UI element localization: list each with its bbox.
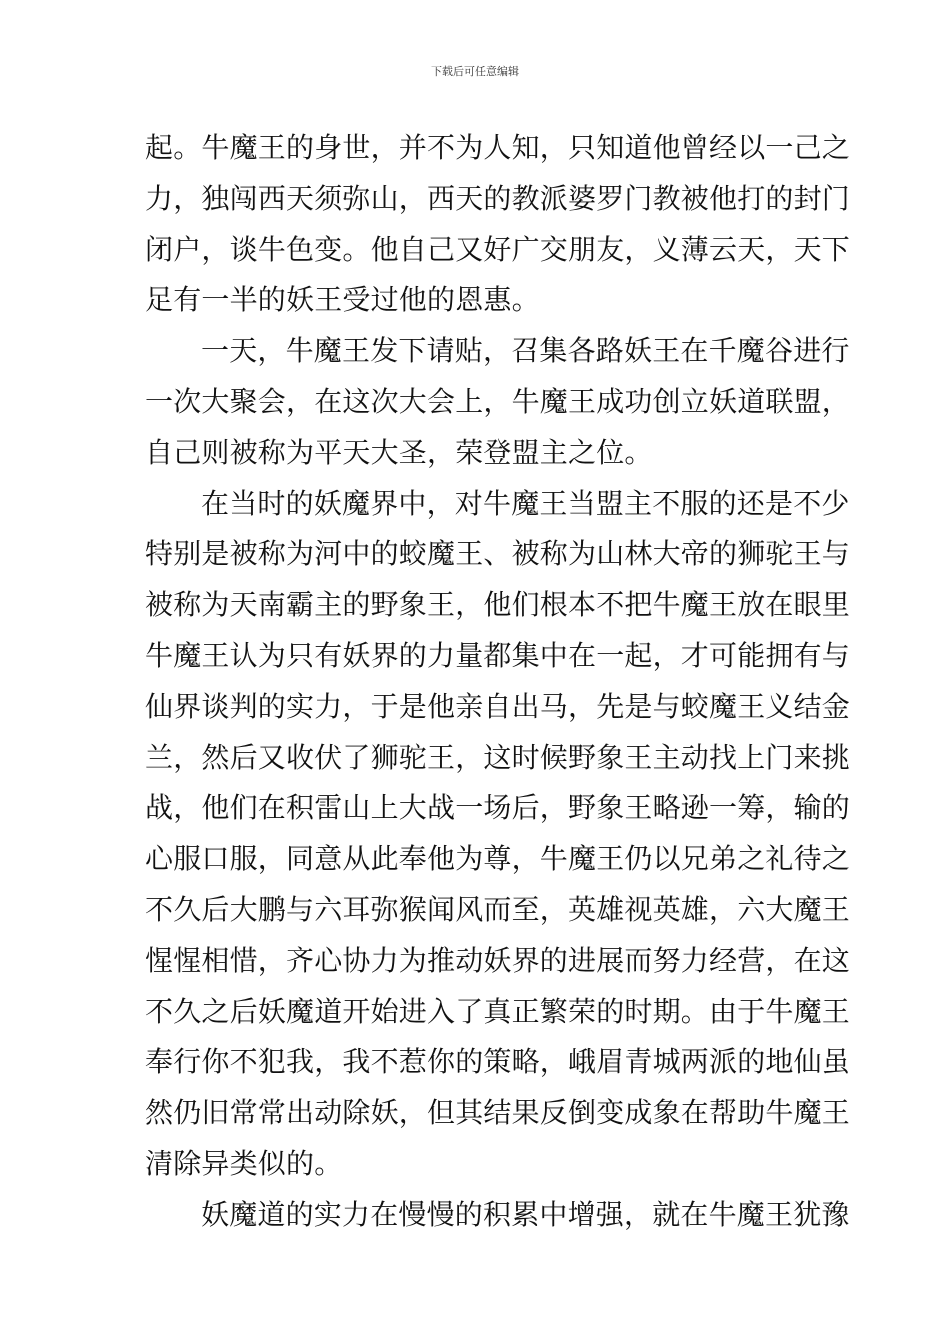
text-line: 特别是被称为河中的蛟魔王、被称为山林大帝的狮驼王与: [145, 537, 851, 571]
text-line: 闭户，谈牛色变。他自己又好广交朋友，义薄云天，天下: [145, 232, 851, 266]
text-line: 力，独闯西天须弥山，西天的教派婆罗门教被他打的封门: [145, 181, 851, 215]
paragraph-start-line: 一天，牛魔王发下请贴，召集各路妖王在千魔谷进行: [201, 334, 850, 368]
text-line: 不久之后妖魔道开始进入了真正繁荣的时期。由于牛魔王: [145, 994, 851, 1028]
text-line: 兰，然后又收伏了狮驼王，这时候野象王主动找上门来挑: [145, 740, 851, 774]
text-line: 战，他们在积雷山上大战一场后，野象王略逊一筹，输的: [145, 791, 851, 825]
text-line: 牛魔王认为只有妖界的力量都集中在一起，才可能拥有与: [145, 638, 851, 672]
text-line: 仙界谈判的实力，于是他亲自出马，先是与蛟魔王义结金: [145, 689, 851, 723]
text-line: 被称为天南霸主的野象王，他们根本不把牛魔王放在眼里: [145, 588, 851, 622]
body-text: [145, 123, 851, 1241]
text-line: 足有一半的妖王受过他的恩惠。: [145, 283, 540, 317]
text-line: 一次大聚会，在这次大会上，牛魔王成功创立妖道联盟，: [145, 384, 851, 418]
paragraph-start-line: 妖魔道的实力在慢慢的积累中增强，就在牛魔王犹豫: [201, 1197, 850, 1231]
text-line: 然仍旧常常出动除妖，但其结果反倒变成象在帮助牛魔王: [145, 1096, 851, 1130]
text-line: 惺惺相惜，齐心协力为推动妖界的进展而努力经营，在这: [145, 943, 851, 977]
text-line: 奉行你不犯我，我不惹你的策略，峨眉青城两派的地仙虽: [145, 1045, 851, 1079]
text-line: 清除异类似的。: [145, 1146, 343, 1180]
page-header: 下载后可任意编辑: [431, 65, 519, 78]
text-line: 自己则被称为平天大圣，荣登盟主之位。: [145, 435, 653, 469]
text-line: 心服口服，同意从此奉他为尊，牛魔王仍以兄弟之礼待之: [145, 842, 851, 876]
text-line: 不久后大鹏与六耳弥猴闻风而至，英雄视英雄，六大魔王: [145, 892, 851, 926]
paragraph-start-line: 在当时的妖魔界中，对牛魔王当盟主不服的还是不少: [201, 486, 850, 520]
text-line: 起。牛魔王的身世，并不为人知，只知道他曾经以一己之: [145, 131, 851, 164]
